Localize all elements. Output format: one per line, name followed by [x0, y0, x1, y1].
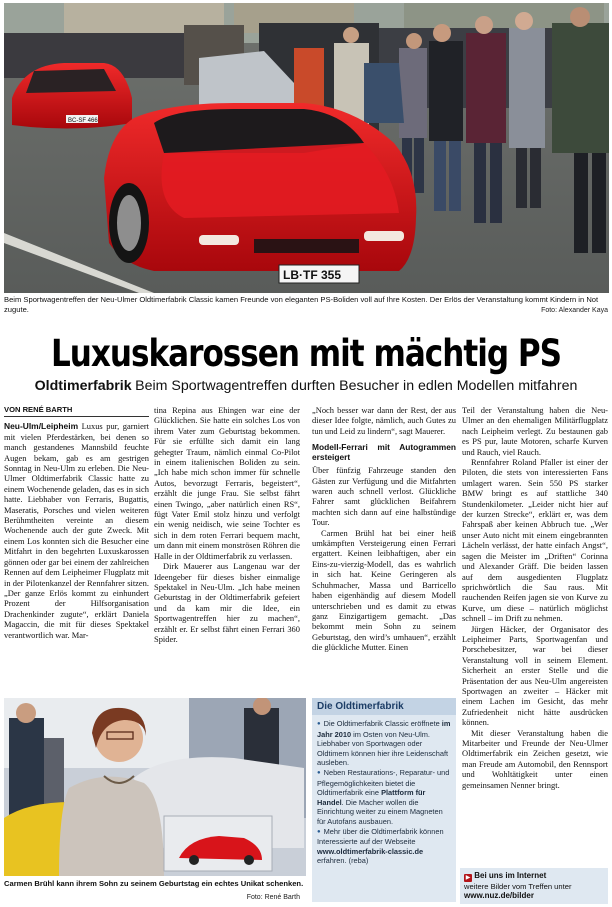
headline: Luxuskarossen mit mächtig PS: [50, 332, 562, 375]
web-link-title: ▶ Bei uns im Internet: [465, 871, 547, 881]
article-paragraph: Über fünfzig Fahrzeuge standen den Gästen zur Verfügung und die Mitfahrten waren auch schnell verlost. Glückliche Fahrer samt glücklichen Beifahrern machten sich dann auf eine halbstündige Tour.: [312, 465, 456, 528]
info-box-item: ● Neben Restaurations-, Reparatur- und Pflegemöglichkeiten bietet die Oldtimerfabrik eine Plattform für Handel. Die Macher wollen die Einrichtung weiter zu einem Magneten für Autofans ausbauen.: [317, 768, 452, 827]
info-box-item: ● Die Oldtimerfabrik Classic eröffnete im Jahr 2010 im Osten von Neu-Ulm. Liebhaber von Sportwagen oder Oldtimern können hier ihre Leidenschaft ausleben.: [317, 719, 452, 768]
article-paragraph: Teil der Veranstaltung haben die Neu-Ulmer an den ehemaligen Militärflugplatz nach Leipheim verlegt. Zu bestaunen gab es PS pur, laute Motoren, scharfe Kurven und Rauch, viel Rauch.: [462, 405, 608, 457]
article-paragraph: tina Repina aus Ehingen war eine der Glücklichen. Sie hatte ein solches Los von ihrem Vater zum Geburtstag bekommen. Für sie erfüllte sich damit ein lang gehegter Traum, nämlich einmal Co-Pilot in einem italienischen Boliden zu sein. „Ich habe mich schon immer für schnelle Autos, bevorzugt Ferraris, begeistert“, erzählt die junge Frau. Sie selbst fährt einen Twingo, „aber natürlich einen RS“, fügt Vater Emil stolz hinzu und verfolgt ein wenig neidisch, wie seine Tochter es sich in dem roten Ferrari bequem macht, um dann mit einem monströsen Röhren die Halle in der Oldtimerfabrik zu verlassen.: [154, 405, 300, 561]
dateline: Neu-Ulm/Leipheim: [4, 421, 79, 432]
bottom-photo-caption: Carmen Brühl kann ihrem Sohn zu seinem Geburtstag ein echtes Unikat schenken.: [4, 879, 304, 888]
web-link-text: weitere Bilder vom Treffen unter: [464, 882, 572, 891]
website-link[interactable]: www.oldtimerfabrik-classic.de: [317, 846, 424, 856]
plate-text: LB·TF 355: [283, 268, 342, 282]
subhead-deck: Beim Sportwagentreffen durften Besucher in edlen Modellen mitfahren: [135, 378, 578, 394]
photo-sportscars: [4, 3, 609, 293]
byline: VON RENÉ BARTH: [4, 405, 149, 417]
article-paragraph: Jürgen Häcker, der Organisator des Leipheimer Parts, Sportwagenfan und Porschebesitzer, war bei dieser Veranstaltung voll in seinem Element. Sicherheit an erster Stelle und die Präsentation der aus Neu-Ulm angereisten Sportwagen an zweiter – Häcker mit einem Lachen im Gesicht, das mehr Zufriedenheit nicht hätte ausdrücken können.: [462, 623, 608, 728]
article-column-4: [462, 405, 608, 790]
top-photo-caption: Beim Sportwagentreffen der Neu-Ulmer Oldtimerfabrik Classic kamen Freunde von eleganten PS-Boliden voll auf Ihre Kosten. Der Erlös der Veranstaltung kommt Kindern in Not zugute.: [4, 295, 599, 314]
article-paragraph: Dirk Mauerer aus Langenau war der Ideengeber für dieses bisher einmalige Spektakel in Neu-Ulm. „Ich habe meinen Geburtstag in der Oldtimerfabrik gefeiert und da kam mir die Idee, ein Sportwagentreffen hier zu machen“, erzählt er. Er selbst fährt einen Ferrari 360 Spider.: [154, 561, 300, 644]
article-paragraph: Rennfahrer Roland Pfaller ist einer der Piloten, die stets von interessierten Fans umlagert waren. Sein 550 PS starker BMW bringt es auf stattliche 340 Stundenkilometer. „Leider nicht hier auf der kurzen Strecke“, erklärt er, was dem Fahrspaß aber keinen Abbruch tue. „Wer unser Auto nicht mit einem eingebrannten Lächeln verlässt, der hatte einfach Angst“, sagen die Meister im „Driften“ Corinna und Alexander Gräff. Die beiden lassen auf dem ausgedienten Flugplatz sprichwörtlich die Sau raus. Mit rauchenden Reifen jagen sie von Kurve zu Kurve, um diese – natürlich möglichst schnell – im Drift zu nehmen.: [462, 457, 608, 624]
photo-carmen-bruehl: [4, 698, 306, 876]
article-paragraph: Neu-Ulm/Leipheim Luxus pur, garniert mit vielen Pferdestärken, bei denen so manch gestandenes Mannsbild feuchte Augen bekam, gab es am gestrigen Sonntag in Neu-Ulm zu erleben. Die Neu-Ulmer Oldtimerfabrik Classic hatte zu einem Wochenende geladen, das es in sich hatte. Liebhaber von Ferraris, Bugattis, Maseratis, Porsches und vielen weiteren Berühmtheiten vereinte an diesem Wochenende auch der gute Zweck. Mit einem Los konnten sich die Besucher eine Mitfahrt in den begehrten Luxuskarossen gönnen oder gar bei einem der zahlreichen Rennen auf dem Leipheimer Flugplatz mit in der Pilotenkanzel der Rennfahrer sitzen. „Der ganze Erlös kommt zu einhundert Prozent der Hilfsorganisation Drachenkinder zugute“, erklärt Daniela Magaccin, die mit für dieses Spektakel verantwortlich war. Mar-: [4, 421, 149, 640]
info-box-title: Die Oldtimerfabrik: [312, 698, 456, 715]
article-column-3: [312, 405, 456, 653]
info-box-item: ● Mehr über die Oldtimerfabrik können Interessierte auf der Webseite www.oldtimerfabrik-classic.de erfahren. (reba): [317, 827, 452, 866]
web-link-box: [460, 868, 608, 904]
info-box-oldtimerfabrik: [312, 698, 456, 902]
section-subhead: Modell-Ferrari mit Autogrammen ersteigert: [312, 442, 456, 463]
arrow-right-icon: ▶: [465, 875, 471, 881]
article-paragraph: „Noch besser war dann der Rest, der aus dieser Idee folgte, nämlich, auch Gutes zu tun und Leid zu lindern“, sagt Mauerer.: [312, 405, 456, 436]
small-plate-text: BC-SF 466: [68, 118, 98, 124]
article-paragraph: Carmen Brühl hat bei einer heiß umkämpften Versteigerung einen Ferrari ergattert. Keinen leibhaftigen, aber ein Eins-zu-vierzig-Modell, das es wahrlich in sich hat. Keine Geringeren als Schuhmacher, Massa und Barricello haben eigenhändig auf diesem Modell unterschrieben und es damit zu etwas ganz Einzigartigem gemacht. „Das bekommt mein Sohn zu seinem Geburtstag, den wird’s umhauen“, erzählt die glückliche Mutter. Einen: [312, 527, 456, 653]
bottom-photo-credit: Foto: René Barth: [246, 894, 300, 901]
article-column-2: [154, 405, 300, 644]
article-paragraph: Mit dieser Veranstaltung haben die Mitarbeiter und Freunde der Neu-Ulmer Oldtimerfabrik ein Zeichen gesetzt, wie man Freude am Automobil, den Rennsport und Wohltätigkeit unter einen gemeinsamen Nenner bringt.: [462, 727, 608, 790]
subheadline: [0, 378, 612, 395]
info-box-list: [317, 719, 452, 866]
article-column-1: [4, 405, 149, 640]
top-photo-credit: Foto: Alexander Kaya: [541, 307, 608, 314]
web-link-url[interactable]: www.nuz.de/bilder: [464, 891, 534, 900]
subhead-kicker: Oldtimerfabrik: [34, 378, 132, 394]
